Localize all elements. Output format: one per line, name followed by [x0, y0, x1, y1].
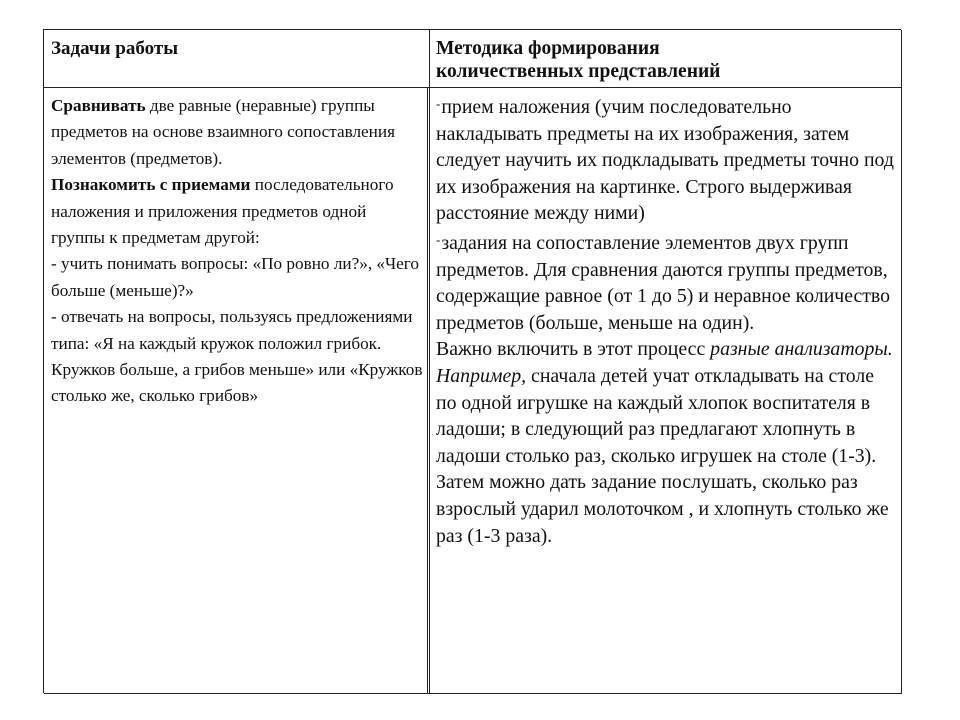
column-divider	[427, 88, 428, 694]
method-example	[436, 363, 898, 549]
header-cell-method	[430, 30, 902, 88]
task-compare-rest: две равные (неравные) группы предметов на основе взаимного сопоставления элементов (предметов).	[51, 96, 395, 168]
header-tasks: Задачи работы	[51, 38, 179, 59]
header-cell-tasks	[44, 30, 430, 88]
method-item-overlay	[436, 91, 898, 227]
task-acquaint-bold: Познакомить с приемами	[51, 175, 251, 195]
bullet-dash: -	[436, 96, 441, 111]
method-important-italic: разные анализаторы.	[710, 338, 893, 361]
task-compare	[51, 93, 423, 172]
body-cell-tasks	[44, 88, 430, 694]
tasks-text	[51, 93, 423, 410]
body-cell-method	[430, 88, 902, 694]
method-item-overlay-text: прием наложения (учим последовательно накладывать предметы на их изображения, затем следует научить их подкладывать предметы точно под их изображения на картинке. Строго выдерживая расстояние между ними)	[436, 96, 894, 225]
task-acquaint	[51, 172, 423, 251]
header-method-line1: Методика формирования	[436, 38, 660, 59]
header-method	[436, 37, 720, 83]
header-method-line2: количественных представлений	[436, 61, 721, 82]
method-important	[436, 336, 898, 363]
method-item-compare	[436, 227, 898, 336]
task-compare-bold: Сравнивать	[51, 96, 146, 115]
method-important-text: Важно включить в этот процесс	[436, 338, 711, 361]
task-questions: - учить понимать вопросы: «По ровно ли?», «Чего больше (меньше)?»	[51, 254, 420, 300]
task-answers: - отвечать на вопросы, пользуясь предложениями типа: «Я на каждый кружок положил грибок. Кружков больше, а грибов меньше» или «Кружков столько же, сколько грибов»	[51, 307, 423, 406]
task-acquaint-rest: последовательного наложения и приложения предметов одной группы к предметам другой:	[51, 175, 394, 248]
method-item-compare-text: задания на сопоставление элементов двух групп предметов. Для сравнения даются группы предметов, содержащие равное (от 1 до 5) и неравное количество предметов (больше, меньше на один).	[436, 231, 891, 334]
method-text	[436, 91, 898, 549]
method-example-italic: Например,	[436, 364, 527, 387]
bullet-dash: -	[436, 231, 441, 247]
method-example-text: сначала детей учат откладывать на столе по одной игрушке на каждый хлопок воспитателя в ладоши; в следующий раз предлагают хлопнуть в ладоши столько раз, сколько игрушек на столе (1-3). Затем можно дать задание послушать, сколько раз взрослый ударил молоточком , и хлопнуть столько же раз (1-3 раза).	[436, 364, 889, 547]
methodology-table	[43, 29, 901, 693]
